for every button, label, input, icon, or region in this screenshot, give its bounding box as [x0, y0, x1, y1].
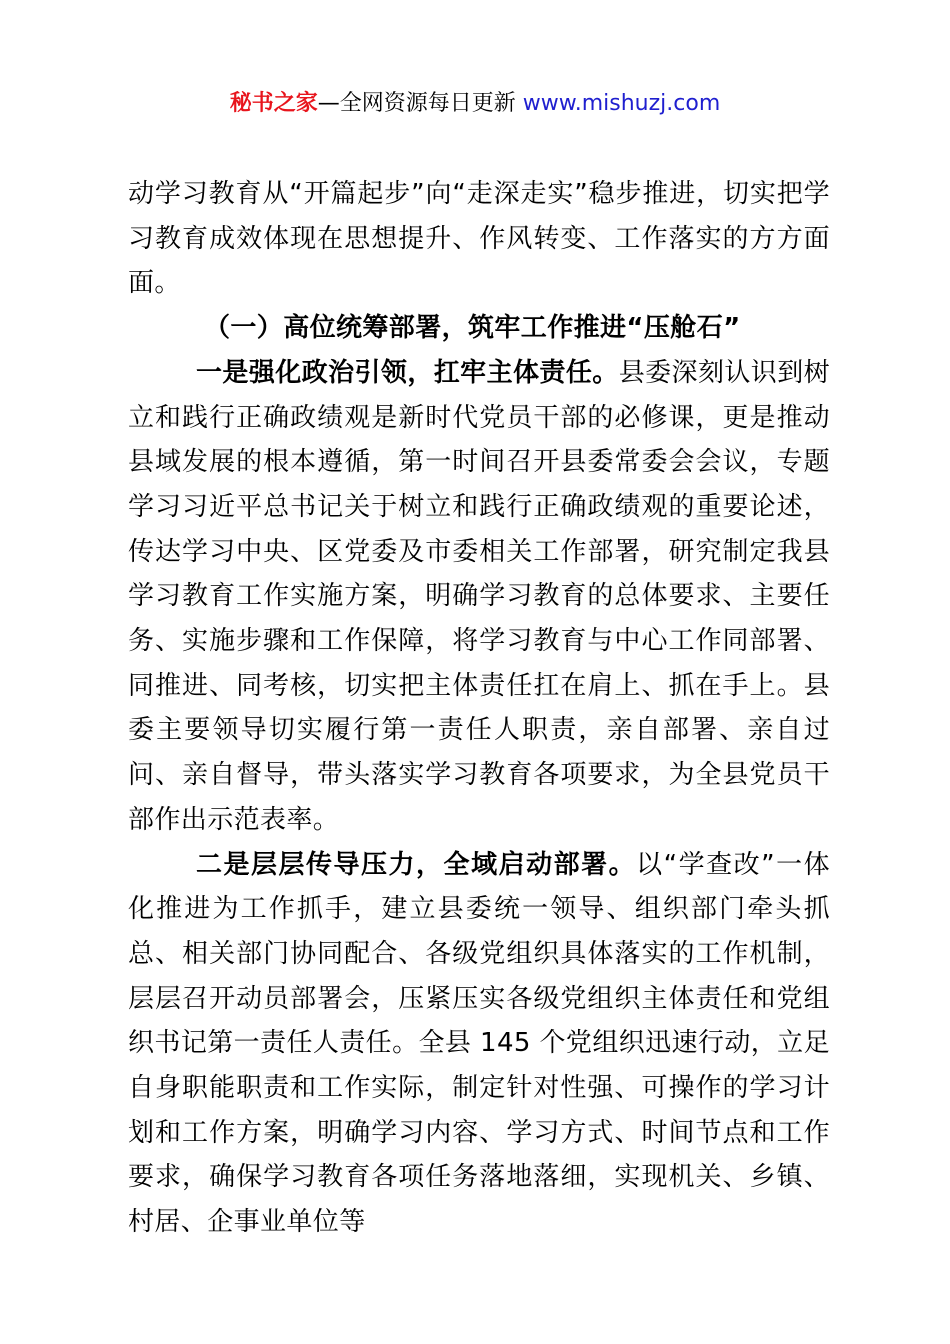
- body-paragraph-2: [128, 843, 830, 1245]
- page-header: [0, 88, 950, 120]
- paragraph-1-body: 县委深刻认识到树立和践行正确政绩观是新时代党员干部的必修课，更是推动县域发展的根本遵循，第一时间召开县委常委会会议，专题学习习近平总书记关于树立和践行正确政绩观的重要论述，传达学习中央、区党委及市委相关工作部署，研究制定我县学习教育工作实施方案，明确学习教育的总体要求、主要任务、实施步骤和工作保障，将学习教育与中心工作同部署、同推进、同考核，切实把主体责任扛在肩上、抓在手上。县委主要领导切实履行第一责任人职责，亲自部署、亲自过问、亲自督导，带头落实学习教育各项要求，为全县党员干部作出示范表率。: [128, 357, 831, 835]
- document-body: [128, 172, 830, 1245]
- paragraph-1-lead: 一是强化政治引领，扛牢主体责任。: [196, 357, 619, 388]
- body-paragraph-1: [128, 351, 830, 843]
- paragraph-2-lead: 二是层层传导压力，全域启动部署。: [196, 849, 637, 880]
- intro-paragraph: 动学习教育从“开篇起步”向“走深走实”稳步推进，切实把学习教育成效体现在思想提升、作风转变、工作落实的方方面面。: [128, 179, 830, 299]
- header-tagline: —全网资源每日更新: [317, 91, 523, 116]
- website-link[interactable]: www.mishuzj.com: [522, 91, 721, 116]
- paragraph-2-body: 以“学查改”一体化推进为工作抓手，建立县委统一领导、组织部门牵头抓总、相关部门协同配合、各级党组织具体落实的工作机制，层层召开动员部署会，压紧压实各级党组织主体责任和党组织书记第一责任人责任。全县 145 个党组织迅速行动，立足自身职能职责和工作实际，制定针对性强、可操作的学习计划和工作方案，明确学习内容、学习方式、时间节点和工作要求，确保学习教育各项任务落地落细，实现机关、乡镇、村居、企事业单位等: [128, 849, 830, 1238]
- section-heading: （一）高位统筹部署，筑牢工作推进“压舱石”: [204, 313, 741, 344]
- brand-name: 秘书之家: [229, 91, 318, 116]
